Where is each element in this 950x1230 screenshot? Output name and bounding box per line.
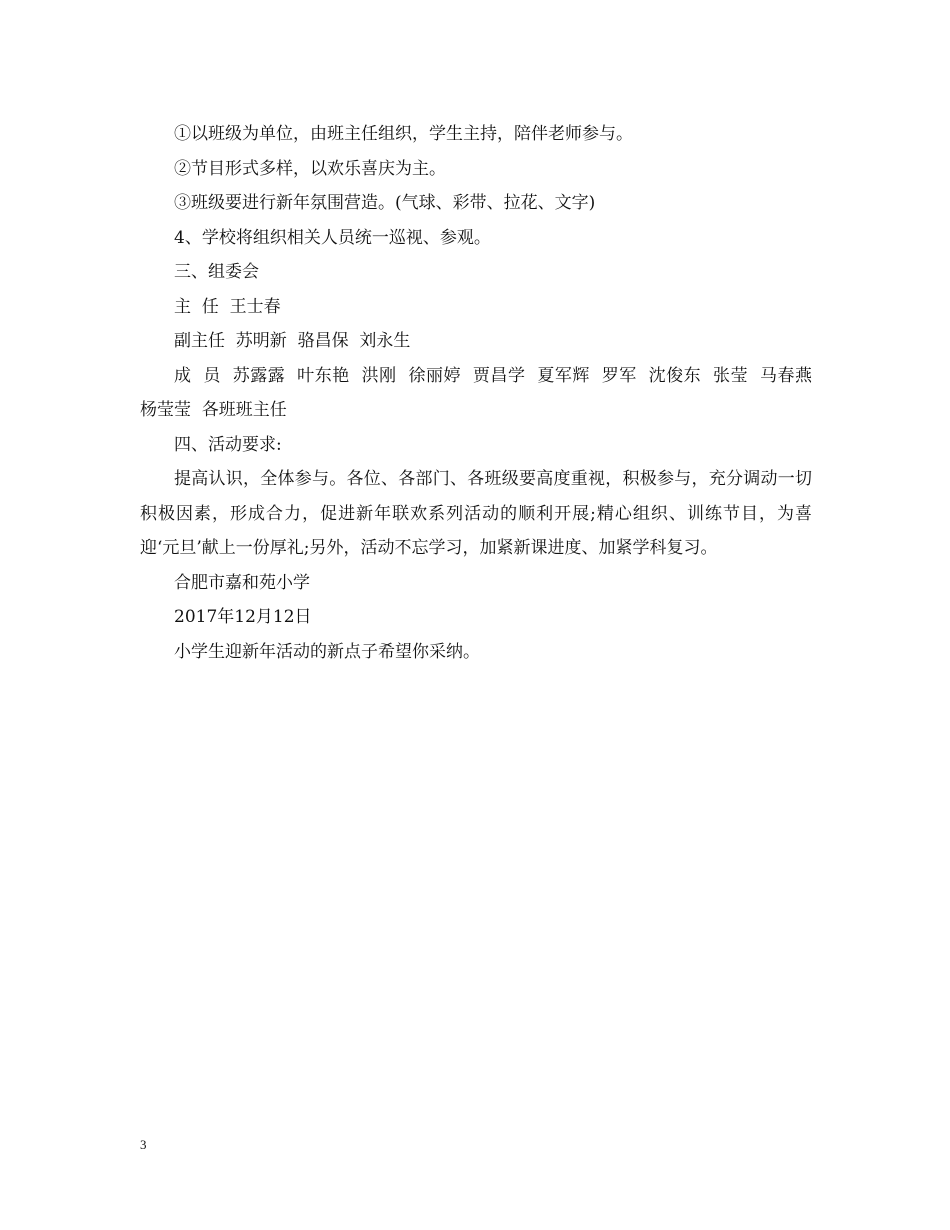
page-number: 3 <box>140 1137 147 1152</box>
paragraph-members: 成 员 苏露露 叶东艳 洪刚 徐丽婷 贾昌学 夏军辉 罗军 沈俊东 张莹 马春燕 杨莹莹 各班班主任 <box>140 365 823 420</box>
paragraph-closing: 小学生迎新年活动的新点子希望你采纳。 <box>174 641 480 662</box>
paragraph-date: 2017年12月12日 <box>174 607 312 627</box>
paragraph-director: 主 任 王士春 <box>174 296 281 317</box>
document-body <box>140 117 823 669</box>
paragraph-deputy-directors: 副主任 苏明新 骆昌保 刘永生 <box>174 331 411 351</box>
paragraph-atmosphere: ③班级要进行新年氛围营造。(气球、彩带、拉花、文字) <box>174 193 596 213</box>
paragraph-program-forms: ②节目形式多样，以欢乐喜庆为主。 <box>174 158 446 179</box>
heading-organizing-committee: 三、组委会 <box>174 262 259 282</box>
paragraph-class-unit: ①以班级为单位，由班主任组织，学生主持，陪伴老师参与。 <box>174 124 633 144</box>
paragraph-inspection: 4、学校将组织相关人员统一巡视、参观。 <box>174 227 491 248</box>
paragraph-requirements-body: 提高认识，全体参与。各位、各部门、各班级要高度重视，积极参与，充分调动一切积极因素，形成合力，促进新年联欢系列活动的顺利开展;精心组织、训练节目，为喜迎‘元旦’献上一份厚礼;另外，活动不忘学习，加紧新课进度、加紧学科复习。 <box>140 469 812 558</box>
heading-activity-requirements: 四、活动要求: <box>174 434 282 455</box>
paragraph-school-name: 合肥市嘉和苑小学 <box>174 572 310 593</box>
